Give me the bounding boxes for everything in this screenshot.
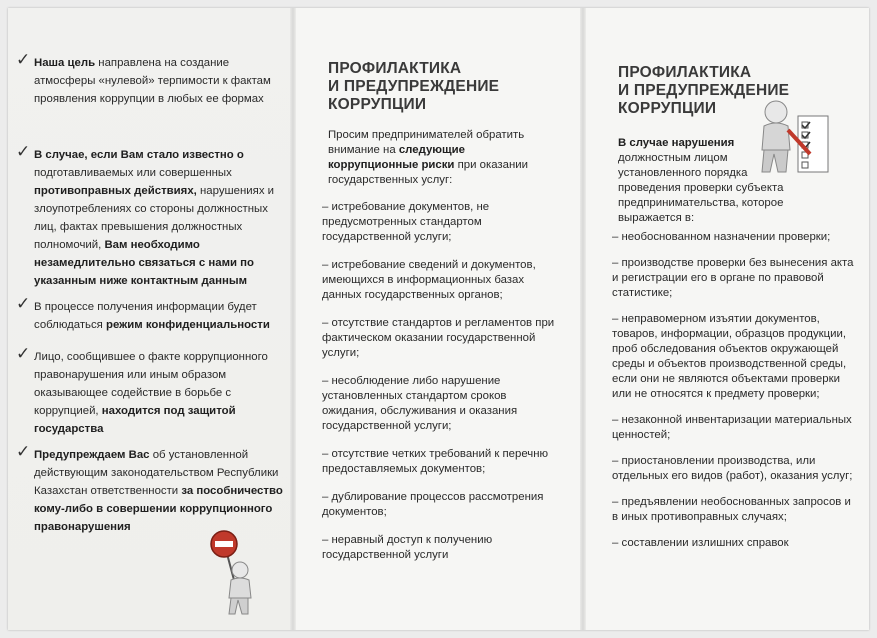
- stop-sign-figure-icon: [204, 528, 264, 618]
- checkmark-icon: ✓: [16, 142, 31, 161]
- list-item: – дублирование процессов рассмотрения документов;: [322, 491, 544, 518]
- info-item: ✓ Лицо, сообщившее о факте коррупционного правонарушения или иным образом оказывающее содействие в борьбе с коррупцией, находится под защитой государства: [16, 344, 268, 435]
- list-item: – истребование документов, не предусмотренных стандартом государственной услуги;: [322, 201, 490, 243]
- list-item: – неравный доступ к получению государственной услуги: [322, 534, 493, 561]
- list-item: – несоблюдение либо нарушение установленных стандартом сроков ожидания, обслуживания и оказания государственной услуги;: [322, 375, 518, 432]
- list-item: – предъявлении необоснованных запросов и в иных противоправных случаях;: [612, 496, 851, 523]
- list-item: – незаконной инвентаризации материальных ценностей;: [612, 414, 852, 441]
- info-item: ✓ Наша цель направлена на создание атмосферы «нулевой» терпимости к фактам проявления коррупции в любых ее формах: [16, 50, 271, 105]
- panel-left: [8, 8, 290, 630]
- info-item: ✓ Предупреждаем Вас об установленной действующим законодательством Республики Казахстан ответственности за пособничество кому-либо в совершении коррупционного правонарушения: [16, 442, 283, 533]
- list-item: – составлении излишних справок: [612, 537, 789, 549]
- panel-middle: [296, 8, 580, 630]
- checkmark-icon: ✓: [16, 442, 31, 461]
- panel-title: ПРОФИЛАКТИКА И ПРЕДУПРЕЖДЕНИЕ КОРРУПЦИИ: [328, 60, 500, 113]
- info-item: ✓ В случае, если Вам стало известно о подготавливаемых или совершенных противоправных действиях, нарушениях и злоупотреблениях со стороны должностных лиц, фактах превышения должностных полномочий, Вам необходимо незамедлительно связаться с нами по указанным ниже контактным данным: [16, 142, 275, 287]
- risk-list: [322, 200, 562, 576]
- list-item: – производстве проверки без вынесения акта и регистрации его в органе по правовой статистике;: [612, 257, 854, 299]
- brochure-sheet: [8, 8, 869, 630]
- panel-title: ПРОФИЛАКТИКА И ПРЕДУПРЕЖДЕНИЕ КОРРУПЦИИ: [618, 64, 790, 117]
- intro-text: Просим предпринимателей обратить внимание на следующие коррупционные риски при оказании государственных услуг:: [328, 129, 528, 186]
- list-item: – отсутствие четких требований к перечню предоставляемых документов;: [322, 448, 549, 475]
- list-item: – неправомерном изъятии документов, товаров, информации, образцов продукции, проб обследования объектов окружающей среды и объектов производственной среды, если они не являются объектами проверки или не относятся к предмету проверки;: [612, 313, 847, 400]
- checkmark-icon: ✓: [16, 344, 31, 363]
- checkmark-icon: ✓: [16, 294, 31, 313]
- intro-text: В случае нарушения должностным лицом установленного порядка проведения проверки субъекта предпринимательства, которое выражается в:: [618, 137, 784, 224]
- list-item: – необоснованном назначении проверки;: [612, 231, 831, 243]
- list-item: – истребование сведений и документов, имеющихся в информационных базах данных государственных органов;: [322, 259, 536, 301]
- list-item: – отсутствие стандартов и регламентов при фактическом оказании государственной услуги;: [322, 317, 555, 359]
- list-item: – приостановлении производства, или отдельных его видов (работ), оказания услуг;: [612, 455, 853, 482]
- info-item: ✓ В процессе получения информации будет соблюдаться режим конфиденциальности: [16, 294, 270, 331]
- panel-right: [586, 8, 869, 630]
- violation-list: [612, 230, 860, 562]
- checkmark-icon: ✓: [16, 50, 31, 69]
